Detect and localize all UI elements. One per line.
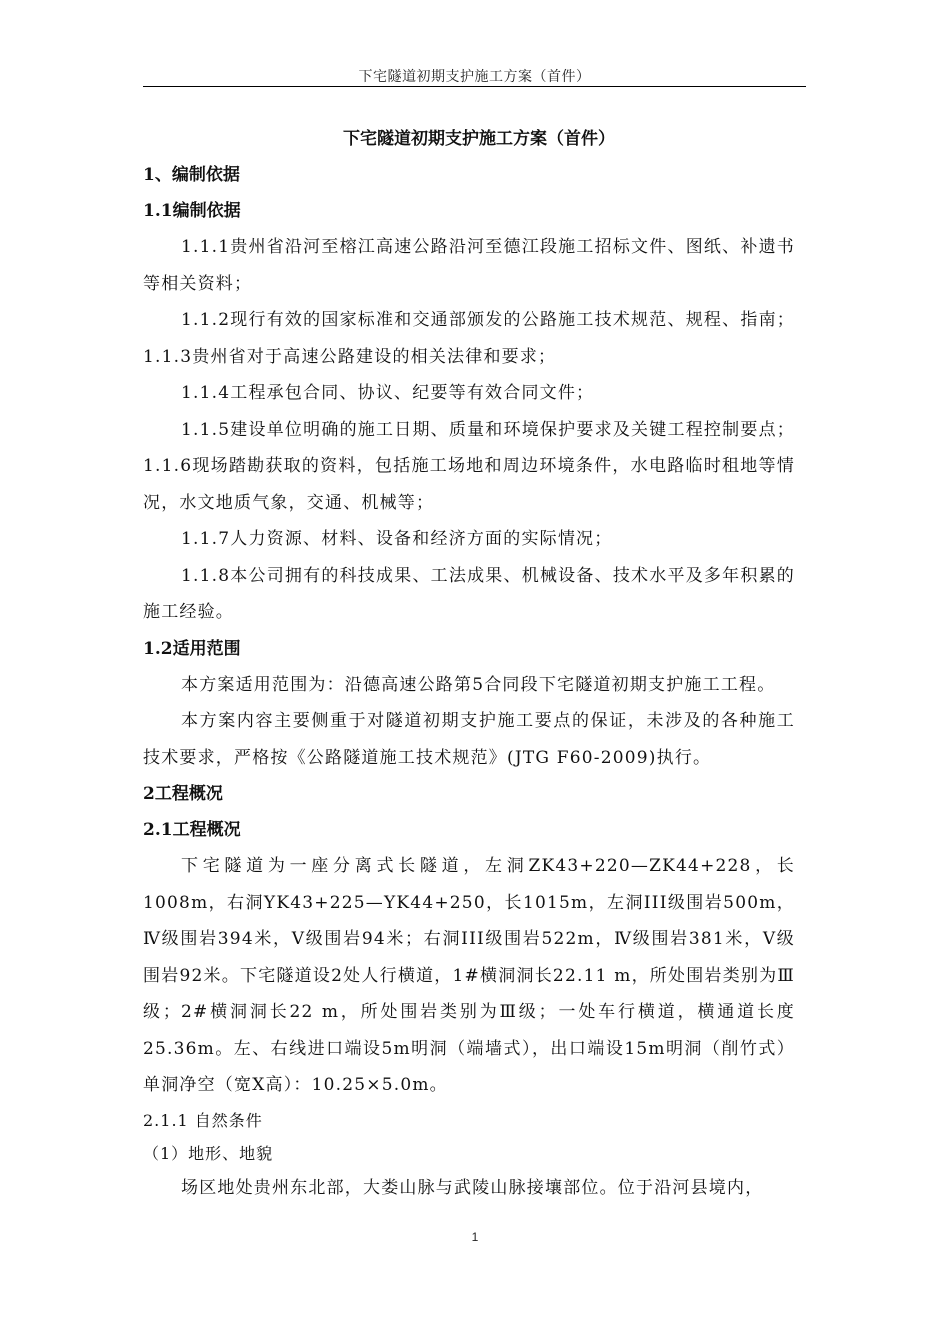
paragraph-1-1-5: 1.1.5建设单位明确的施工日期、质量和环境保护要求及关键工程控制要点；1.1.6现场踏勘获取的资料，包括施工场地和周边环境条件，水电路临时租地等情况，水文地质气象，交通、机械等； bbox=[143, 419, 795, 513]
document-title: 下宅隧道初期支护施工方案（首件） bbox=[343, 129, 615, 149]
paragraph-1-1-8: 1.1.8本公司拥有的科技成果、工法成果、机械设备、技术水平及多年积累的施工经验。 bbox=[143, 565, 795, 622]
section-2-1-heading: 2.1工程概况 bbox=[143, 820, 241, 840]
section-1-2-heading: 1.2适用范围 bbox=[143, 638, 241, 659]
paragraph-terrain: 场区地处贵州东北部，大娄山脉与武陵山脉接壤部位。位于沿河县境内， bbox=[181, 1177, 764, 1198]
paragraph-1-1-2: 1.1.2现行有效的国家标准和交通部颁发的公路施工技术规范、规程、指南；1.1.3贵州省对于高速公路建设的相关法律和要求； bbox=[143, 310, 795, 367]
paragraph-1-1-1: 1.1.1贵州省沿河至榕江高速公路沿河至德江段施工招标文件、图纸、补遗书等相关资料； bbox=[143, 237, 795, 294]
terrain-heading: （1）地形、地貌 bbox=[143, 1143, 274, 1163]
section-2-1-1-heading: 2.1.1 自然条件 bbox=[143, 1110, 263, 1130]
section-2-heading: 2工程概况 bbox=[143, 784, 223, 804]
page-number: 1 bbox=[471, 1230, 479, 1244]
paragraph-1-1-7: 1.1.7人力资源、材料、设备和经济方面的实际情况； bbox=[181, 529, 613, 549]
paragraph-scope-2: 本方案内容主要侧重于对隧道初期支护施工要点的保证，未涉及的各种施工技术要求，严格按《公路隧道施工技术规范》(JTG F60-2009)执行。 bbox=[143, 711, 795, 768]
running-header: 下宅隧道初期支护施工方案（首件） bbox=[358, 69, 591, 85]
header-rule bbox=[143, 86, 806, 87]
paragraph-project-overview: 下宅隧道为一座分离式长隧道，左洞ZK43+220—ZK44+228，长1008m，右洞YK43+225—YK44+250，长1015m，左洞III级围岩500m，Ⅳ级围岩394米，Ⅴ级围岩94米；右洞III级围岩522m，Ⅳ级围岩381米，Ⅴ级围岩92米。下宅隧道设2处人行横道，1#横洞洞长22.11 m，所处围岩类别为Ⅲ级；2#横洞洞长22 m，所处围岩类别为Ⅲ级；一处车行横道，横通道长度25.36m。左、右线进口端设5m明洞（端墙式），出口端设15m明洞（削竹式）单洞净空（宽X高）：10.25×5.0m。 bbox=[143, 856, 795, 1095]
section-1-1-heading: 1.1编制依据 bbox=[143, 201, 241, 221]
section-1-heading: 1、编制依据 bbox=[143, 165, 240, 185]
paragraph-scope-1: 本方案适用范围为：沿德高速公路第5合同段下宅隧道初期支护施工工程。 bbox=[181, 674, 776, 695]
paragraph-1-1-4: 1.1.4工程承包合同、协议、纪要等有效合同文件； bbox=[181, 383, 595, 403]
document-body bbox=[143, 123, 795, 1206]
